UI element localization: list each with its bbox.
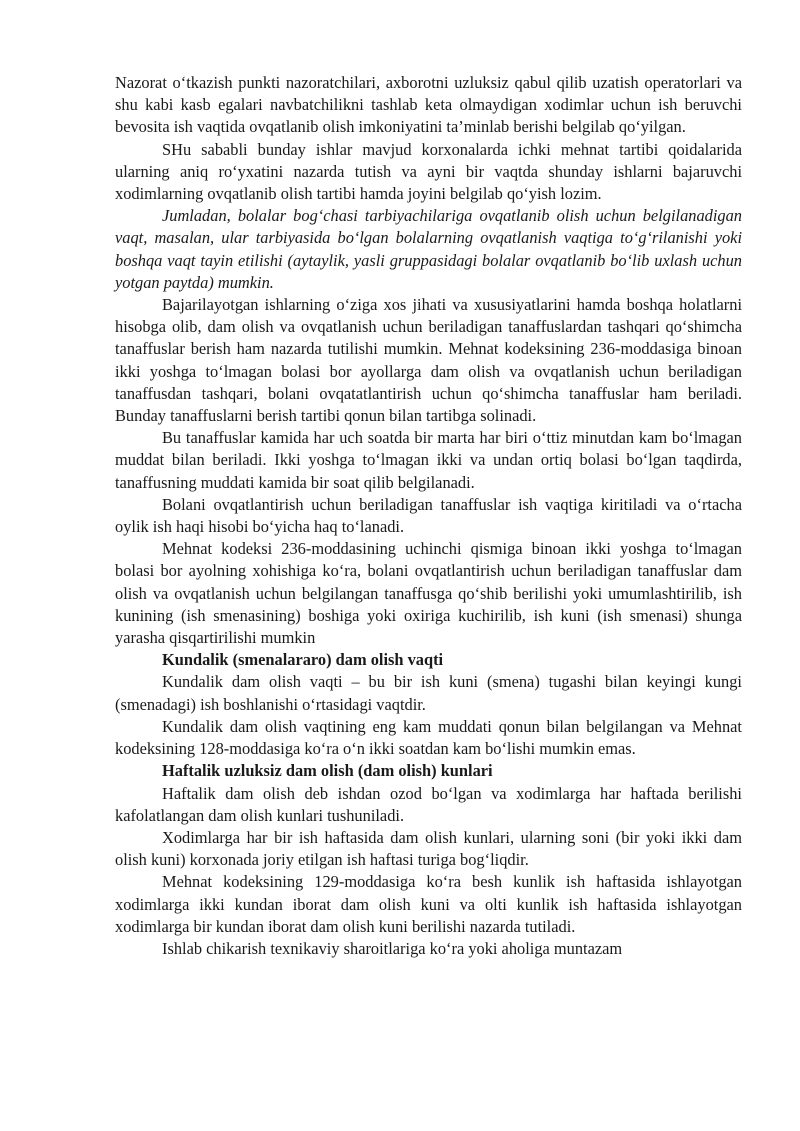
paragraph: Kundalik dam olish vaqti – bu bir ish kuni (smena) tugashi bilan keyingi kungi (smenadagi) ish boshlanishi o‘rtasidagi vaqtdir.: [115, 672, 742, 714]
document-page: [115, 72, 742, 960]
section-heading: Kundalik (smenalararo) dam olish vaqti: [162, 650, 444, 670]
paragraph: Haftalik dam olish deb ishdan ozod bo‘lgan va xodimlarga har haftada berilishi kafolatlangan dam olish kunlari tushuniladi.: [115, 783, 742, 825]
paragraph: Bolani ovqatlantirish uchun beriladigan tanaffuslar ish vaqtiga kiritiladi va o‘rtacha oylik ish haqi hisobi bo‘yicha haq to‘lanadi.: [115, 494, 742, 537]
paragraph: Xodimlarga har bir ish haftasida dam olish kunlari, ularning soni (bir yoki ikki dam olish kuni) korxonada joriy etilgan ish haftasi turiga bog‘liqdir.: [115, 827, 742, 870]
section-heading: Haftalik uzluksiz dam olish (dam olish) kunlari: [162, 761, 493, 781]
paragraph: Ishlab chikarish texnikaviy sharoitlariga ko‘ra yoki aholiga muntazam: [162, 938, 623, 958]
paragraph: Bajarilayotgan ishlarning o‘ziga xos jihati va xususiyatlarini hamda boshqa holatlarni hisobga olib, dam olish va ovqatlanish uchun beriladigan tanaffuslardan tashqari qo‘shimcha tanaffuslar berish ham nazarda tutilishi mumkin. Mehnat kodeksining 236-moddasiga binoan ikki yoshga to‘lmagan bolasi bor ayollarga dam olish va ovqatlanish uchun beriladigan tanaffusdan tashqari, bolani ovqatatlantirish uchun qo‘shimcha tanaffuslar ham beriladi. Bunday tanaffuslarni berish tartibi qonun bilan tartibga solinadi.: [115, 295, 742, 426]
paragraph: SHu sababli bunday ishlar mavjud korxonalarda ichki mehnat tartibi qoidalarida ularning aniq ro‘yxatini nazarda tutish va ayni bir vaqtda shunday ishlarni bajaruvchi xodimlarning ovqatlanib olish tartibi hamda joyini belgilab qo‘yish lozim.: [115, 139, 742, 204]
paragraph: Kundalik dam olish vaqtining eng kam muddati qonun bilan belgilangan va Mehnat kodeksining 128-moddasiga ko‘ra o‘n ikki soatdan kam bo‘lishi mumkin emas.: [115, 716, 742, 759]
paragraph: Nazorat o‘tkazish punkti nazoratchilari, axborotni uzluksiz qabul qilib uzatish operatorlari va shu kabi kasb egalari navbatchilikni tashlab keta olmaydigan xodimlar uchun ish beruvchi bevosita ish vaqtida ovqatlanib olish imkoniyatini ta’minlab berishi belgilab qo‘yilgan.: [115, 73, 742, 137]
paragraph: Mehnat kodeksining 129-moddasiga ko‘ra besh kunlik ish haftasida ishlayotgan xodimlarga ikki kundan iborat dam olish kuni va olti kunlik ish haftasida ishlayotgan xodimlarga bir kundan iborat dam olish kuni berilishi nazarda tutiladi.: [115, 872, 742, 936]
paragraph-italic: Jumladan, bolalar bog‘chasi tarbiyachilariga ovqatlanib olish uchun belgilanadigan vaqt, masalan, ular tarbiyasida bo‘lgan bolalarning ovqatlanish vaqtiga to‘g‘rilanishi yoki boshqa vaqt tayin etilishi (aytaylik, yasli gruppasidagi bolalar ovqatlanib bo‘lib uxlash uchun yotgan paytda) mumkin.: [115, 206, 742, 292]
paragraph: Bu tanaffuslar kamida har uch soatda bir marta har biri o‘ttiz minutdan kam bo‘lmagan muddat bilan beriladi. Ikki yoshga to‘lmagan ikki va undan ortiq bolasi bo‘lgan taqdirda, tanaffusning muddati kamida bir soat qilib belgilanadi.: [115, 428, 742, 492]
paragraph: Mehnat kodeksi 236-moddasining uchinchi qismiga binoan ikki yoshga to‘lmagan bolasi bor ayolning xohishiga ko‘ra, bolani ovqatlantirish uchun beriladigan tanaffuslar dam olish va ovqatlanish uchun belgilangan tanaffusga qo‘shib berilishi yoki umumlashtirilib, ish kunining (ish smenasining) boshiga yoki oxiriga kuchirilib, ish kuni (ish smenasi) shunga yarasha qisqartirilishi mumkin: [115, 539, 742, 648]
